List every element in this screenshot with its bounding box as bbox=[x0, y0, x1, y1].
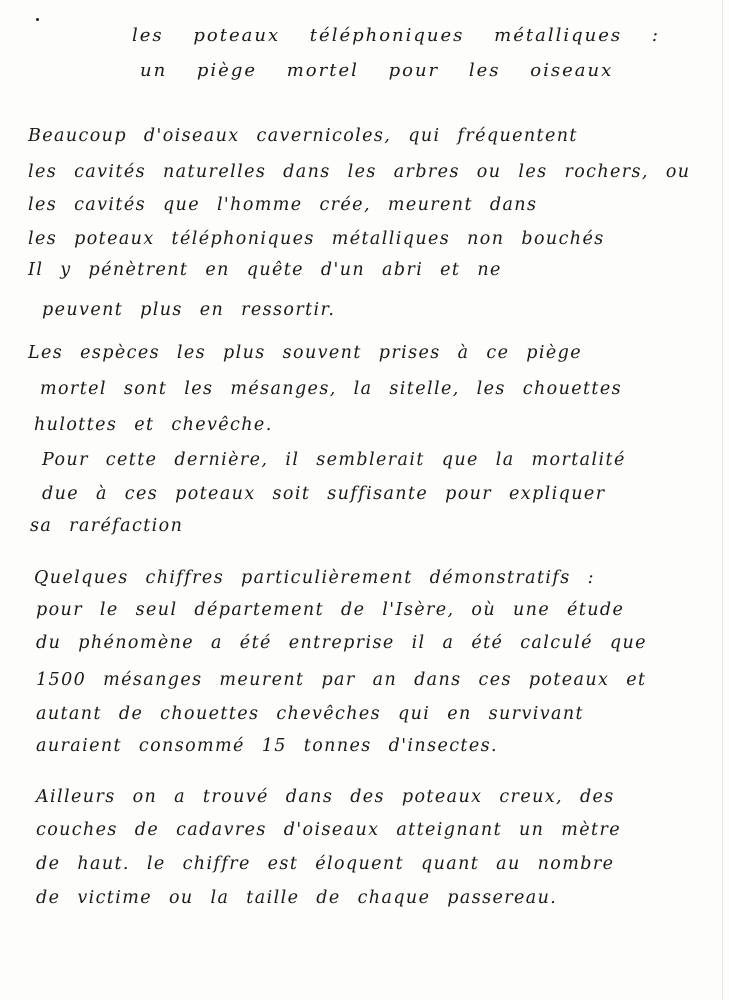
paragraph-3-line-6: auraient consommé 15 tonnes d'insectes. bbox=[36, 736, 498, 756]
pen-dot bbox=[36, 18, 39, 21]
title-line-1: les poteaux téléphoniques métalliques : bbox=[132, 25, 660, 46]
paragraph-2-line-3: hulottes et chevêche. bbox=[34, 415, 273, 435]
paragraph-1-line-3: les cavités que l'homme crée, meurent dans bbox=[28, 195, 538, 215]
paragraph-1-line-2: les cavités naturelles dans les arbres ou les rochers, ou bbox=[28, 162, 691, 182]
title-line-2: un piège mortel pour les oiseaux bbox=[140, 60, 614, 81]
paragraph-2-line-6: sa raréfaction bbox=[30, 516, 184, 536]
paragraph-2-line-2: mortel sont les mésanges, la sitelle, les chouettes bbox=[40, 379, 622, 399]
paragraph-2-line-1: Les espèces les plus souvent prises à ce piège bbox=[28, 343, 583, 363]
paper-edge bbox=[722, 0, 723, 1000]
paragraph-3-line-2: pour le seul département de l'Isère, où une étude bbox=[36, 600, 625, 620]
paragraph-3-line-4: 1500 mésanges meurent par an dans ces poteaux et bbox=[36, 670, 647, 690]
paragraph-4-line-3: de haut. le chiffre est éloquent quant au nombre bbox=[36, 854, 615, 874]
paragraph-3-line-3: du phénomène a été entreprise il a été calculé que bbox=[36, 633, 647, 653]
paragraph-1-line-1: Beaucoup d'oiseaux cavernicoles, qui fréquentent bbox=[28, 126, 578, 146]
paragraph-3-line-5: autant de chouettes chevêches qui en survivant bbox=[36, 704, 584, 724]
paragraph-2-line-5: due à ces poteaux soit suffisante pour expliquer bbox=[42, 484, 606, 504]
paragraph-1-line-5: Il y pénètrent en quête d'un abri et ne bbox=[28, 260, 502, 280]
paragraph-1-line-4: les poteaux téléphoniques métalliques non bouchés bbox=[28, 229, 605, 249]
paragraph-2-line-4: Pour cette dernière, il semblerait que la mortalité bbox=[42, 450, 626, 470]
paragraph-1-line-6: peuvent plus en ressortir. bbox=[42, 300, 336, 320]
paragraph-4-line-1: Ailleurs on a trouvé dans des poteaux creux, des bbox=[36, 787, 615, 807]
paragraph-4-line-4: de victime ou la taille de chaque passereau. bbox=[36, 888, 558, 908]
paragraph-4-line-2: couches de cadavres d'oiseaux atteignant un mètre bbox=[36, 820, 621, 840]
paragraph-3-line-1: Quelques chiffres particulièrement démonstratifs : bbox=[34, 568, 595, 588]
